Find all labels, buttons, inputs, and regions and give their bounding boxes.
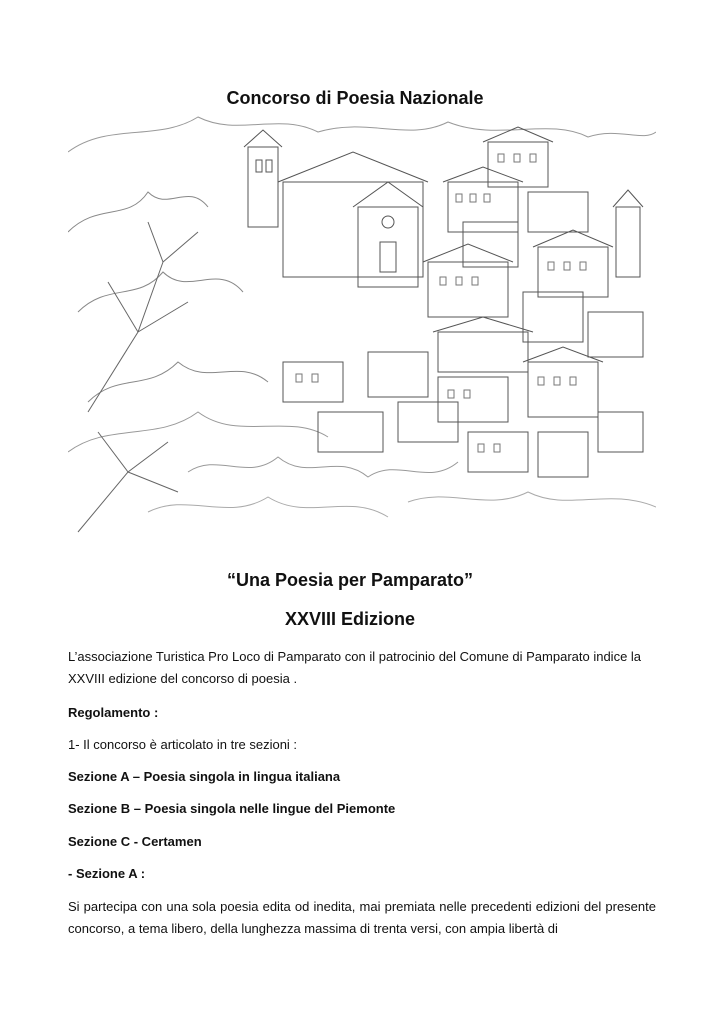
rule-1: 1- Il concorso è articolato in tre sezioni : bbox=[68, 737, 298, 752]
section-b-title: Sezione B – Poesia singola nelle lingue del Piemonte bbox=[68, 801, 396, 816]
section-a-body: Si partecipa con una sola poesia edita od inedita, mai premiata nelle precedenti edizioni del presente concorso, a tema libero, della lunghezza massima di trenta versi, con ampia libertà di bbox=[68, 899, 656, 936]
section-a-heading: - Sezione A : bbox=[68, 866, 146, 881]
intro-paragraph: L’associazione Turistica Pro Loco di Pamparato con il patrocinio del Comune di Pamparato indice la XXVIII edizione del concorso di poesia . bbox=[68, 649, 642, 686]
edition-label: XXVIII Edizione bbox=[284, 609, 416, 629]
regolamento-heading: Regolamento : bbox=[68, 705, 159, 720]
section-c-title: Sezione C - Certamen bbox=[68, 834, 202, 849]
page-title: Concorso di Poesia Nazionale bbox=[226, 88, 484, 108]
section-a-title: Sezione A – Poesia singola in lingua italiana bbox=[68, 769, 341, 784]
contest-subtitle: “Una Poesia per Pamparato” bbox=[226, 570, 474, 590]
village-sketch-icon bbox=[68, 112, 656, 554]
